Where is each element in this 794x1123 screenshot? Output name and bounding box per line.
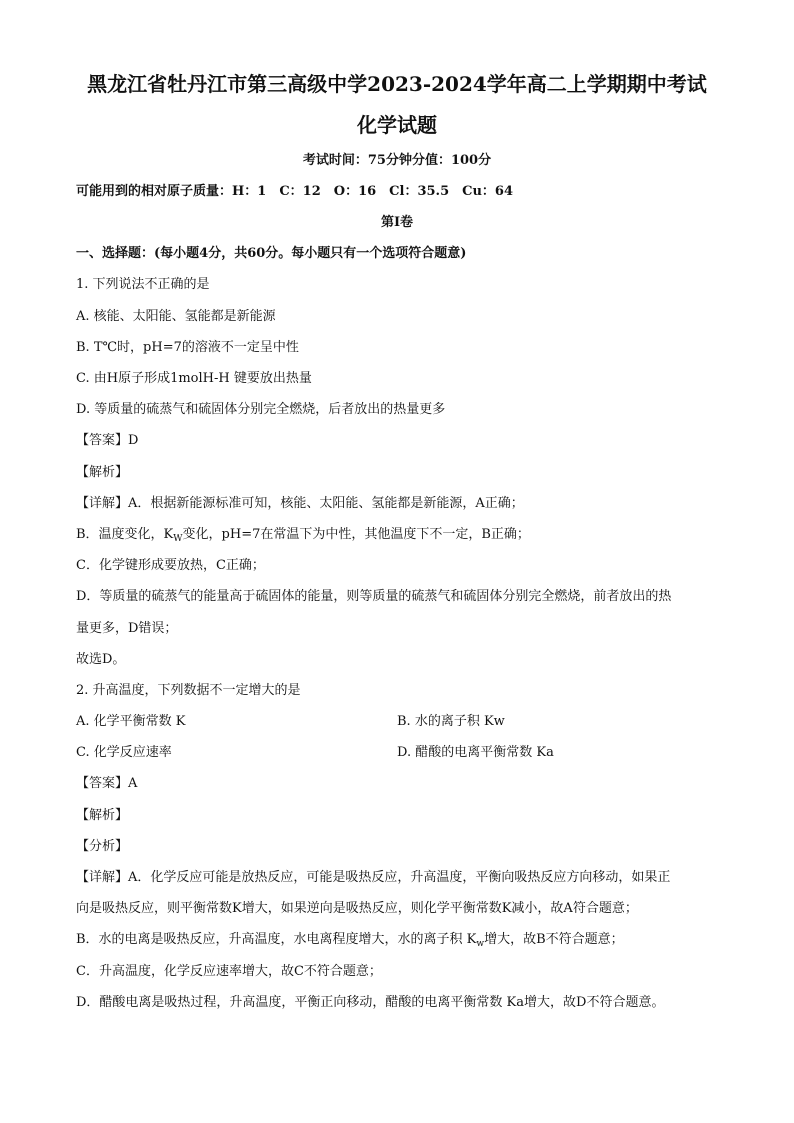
q1-detail-b-post: 变化，pH=7在常温下为中性，其他温度下不一定，B正确； bbox=[182, 527, 530, 542]
q2-detail-d: D．醋酸电离是吸热过程，升高温度，平衡正向移动，醋酸的电离平衡常数 Ka增大，故D不符合题意。 bbox=[76, 995, 665, 1010]
exam-title: 黑龙江省牡丹江市第三高级中学2023-2024学年高二上学期期中考试 bbox=[87, 72, 707, 96]
q1-detail-a: 【详解】A．根据新能源标准可知，核能、太阳能、氢能都是新能源，A正确； bbox=[76, 496, 524, 511]
q2-detail-c: C．升高温度，化学反应速率增大，故C不符合题意； bbox=[76, 964, 382, 979]
q2-detail-b bbox=[76, 931, 624, 953]
q1-detail-d-line1: D．等质量的硫蒸气的能量高于硫固体的能量，则等质量的硫蒸气和硫固体分别完全燃烧，前者放出的热 bbox=[76, 589, 672, 604]
q1-option-c: C. 由H原子形成1molH-H 键要放出热量 bbox=[76, 371, 312, 386]
q1-detail-b-sub: W bbox=[173, 534, 183, 544]
q2-detail-b-sub: w bbox=[476, 939, 485, 949]
q2-detail-b-post: 增大，故B不符合题意； bbox=[484, 932, 624, 947]
q2-analysis-label: 【解析】 bbox=[76, 808, 129, 823]
exam-info: 考试时间：75分钟分值：100分 bbox=[302, 153, 492, 168]
q2-detail-b-pre: B．水的电离是吸热反应，升高温度，水电离程度增大，水的离子积 K bbox=[76, 932, 477, 947]
q1-detail-b-pre: B．温度变化，K bbox=[76, 527, 174, 542]
q2-fenxi-label: 【分析】 bbox=[76, 839, 129, 854]
q1-option-a: A. 核能、太阳能、氢能都是新能源 bbox=[76, 309, 276, 324]
volume-label: 第Ⅰ卷 bbox=[380, 215, 414, 230]
q2-answer: 【答案】A bbox=[76, 776, 138, 791]
section-heading: 一、选择题：(每小题4分，共60分。每小题只有一个选项符合题意) bbox=[76, 246, 467, 261]
q1-answer: 【答案】D bbox=[76, 433, 139, 448]
q2-option-b: B. 水的离子积 Kw bbox=[397, 714, 505, 729]
q1-option-d: D. 等质量的硫蒸气和硫固体分别完全燃烧，后者放出的热量更多 bbox=[76, 402, 446, 417]
atomic-masses: 可能用到的相对原子质量：H：1 C：12 O：16 Cl：35.5 Cu：64 bbox=[76, 184, 514, 199]
q2-option-a: A. 化学平衡常数 K bbox=[76, 714, 186, 729]
q2-stem: 2. 升高温度，下列数据不一定增大的是 bbox=[76, 683, 301, 698]
q1-detail-c: C．化学键形成要放热，C正确； bbox=[76, 558, 265, 573]
q1-detail-b bbox=[76, 526, 530, 548]
q2-detail-a-line1: 【详解】A．化学反应可能是放热反应，可能是吸热反应，升高温度，平衡向吸热反应方向移动，如果正 bbox=[76, 870, 671, 885]
q1-option-b: B. T℃时，pH=7的溶液不一定呈中性 bbox=[76, 340, 299, 355]
q1-detail-d-line2: 量更多，D错误； bbox=[76, 621, 178, 636]
q1-stem: 1. 下列说法不正确的是 bbox=[76, 277, 210, 292]
q1-analysis-label: 【解析】 bbox=[76, 465, 129, 480]
q1-conclusion: 故选D。 bbox=[76, 652, 126, 667]
q2-option-c: C. 化学反应速率 bbox=[76, 745, 172, 760]
q2-option-d: D. 醋酸的电离平衡常数 Ka bbox=[397, 745, 554, 760]
q2-detail-a-line2: 向是吸热反应，则平衡常数K增大，如果逆向是吸热反应，则化学平衡常数K减小，故A符合题意； bbox=[76, 901, 638, 916]
exam-subtitle: 化学试题 bbox=[357, 113, 437, 137]
